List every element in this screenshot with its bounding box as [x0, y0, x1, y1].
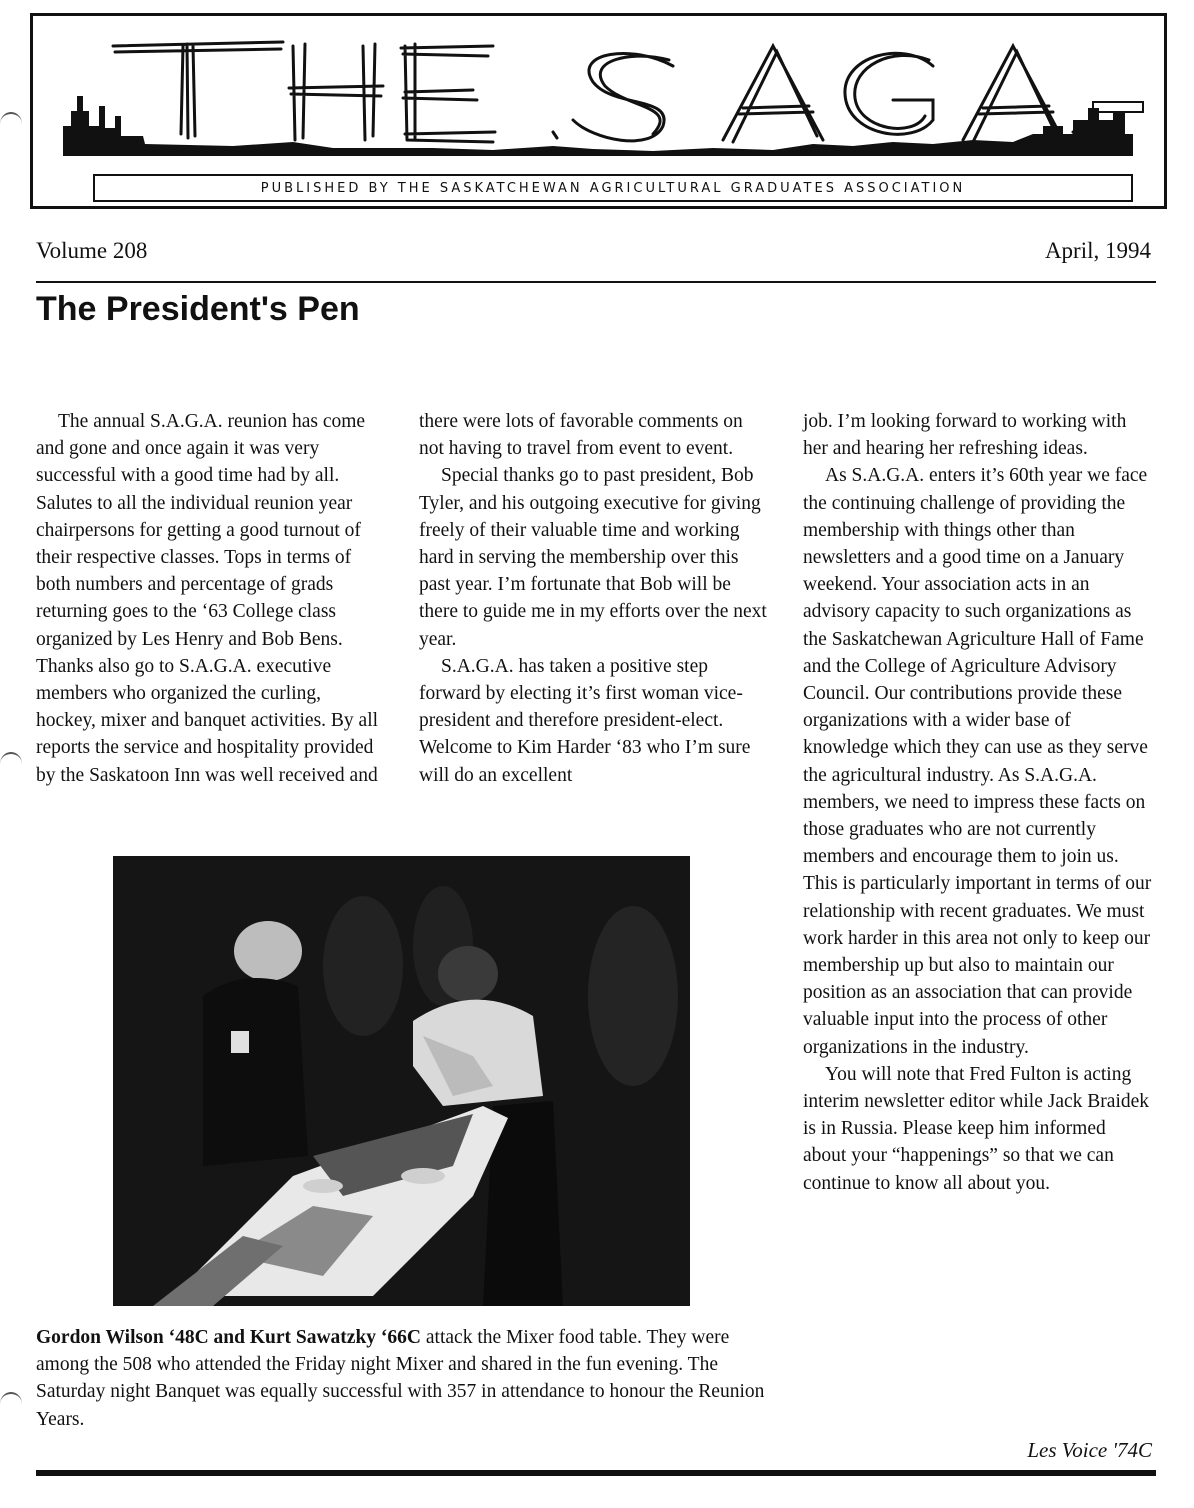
binder-hole-mark — [0, 112, 22, 136]
article-column-2 — [419, 408, 769, 789]
issue-info — [36, 238, 1151, 264]
paragraph: S.A.G.A. has taken a positive step forward by electing it’s first woman vice-president and therefore president-elect. Welcome to Kim Harder ‘83 who I’m sure will do an excellent — [419, 655, 751, 786]
volume-number: Volume 208 — [36, 238, 148, 263]
author-signature: Les Voice '74C — [1027, 1438, 1152, 1462]
paragraph: You will note that Fred Fulton is acting interim newsletter editor while Jack Braidek is in Russia. Please keep him informed about your “happenings” so that we can continue to know all about you. — [803, 1063, 1150, 1194]
binder-hole-mark — [0, 752, 22, 776]
issue-date: April, 1994 — [1044, 238, 1151, 263]
caption-text: attack the Mixer food table. They were among the 508 who attended the Friday night Mixer and shared in the fun evening. The Saturday night Banquet was equally successful with 357 in attendance to honour the Reunion Years. — [36, 1327, 765, 1430]
paragraph: As S.A.G.A. enters it’s 60th year we face the continuing challenge of providing the membership with things other than newsletters and a good time on a January weekend. Your association acts in an advisory capacity to such organizations as the Saskatchewan Agriculture Hall of Fame and the College of Agriculture Advisory Council. Our contributions provide these organizations with a wider base of knowledge which they can use as they serve the agricultural industry. As S.A.G.A. members, we need to impress these facts on those graduates who are not currently members and encourage them to join us. This is particularly important in terms of our relationship with recent graduates. We must work harder in this area not only to keep our membership up but also to maintain our position as an association that can provide valuable input into the process of other organizations in the industry. — [803, 465, 1152, 1058]
bottom-divider — [36, 1470, 1156, 1476]
photo-caption — [36, 1324, 776, 1433]
paragraph: The annual S.A.G.A. reunion has come and gone and once again it was very successful with a good time had by all. Salutes to all the individual reunion year chairpersons for getting a good turnout of their respective classes. Tops in terms of both numbers and percentage of grads returning goes to the ‘63 College class organized by Les Henry and Bob Bens. Thanks also go to S.A.G.A. executive members who organized the curling, hockey, mixer and banquet activities. By all reports the service and hospitality provided by the Saskatoon Inn was well received and — [36, 411, 379, 786]
masthead — [30, 13, 1167, 209]
caption-names: Gordon Wilson ‘48C and Kurt Sawatzky ‘66C — [36, 1327, 422, 1348]
event-photo — [113, 856, 690, 1306]
paragraph: job. I’m looking forward to working with her and hearing her refreshing ideas. — [803, 411, 1127, 460]
paragraph: there were lots of favorable comments on not having to travel from event to event. — [419, 411, 743, 460]
article-column-1 — [36, 408, 381, 789]
top-divider — [36, 281, 1156, 283]
binder-hole-mark — [0, 1392, 22, 1416]
article-column-3 — [803, 408, 1153, 1197]
paragraph: Special thanks go to past president, Bob Tyler, and his outgoing executive for giving freely of their valuable time and working hard in serving the membership over this past year. I’m fortunate that Bob will be there to guide me in my efforts over the next year. — [419, 465, 767, 650]
article-headline: The President's Pen — [36, 290, 360, 328]
masthead-subtitle: PUBLISHED BY THE SASKATCHEWAN AGRICULTURAL GRADUATES ASSOCIATION — [93, 174, 1133, 202]
